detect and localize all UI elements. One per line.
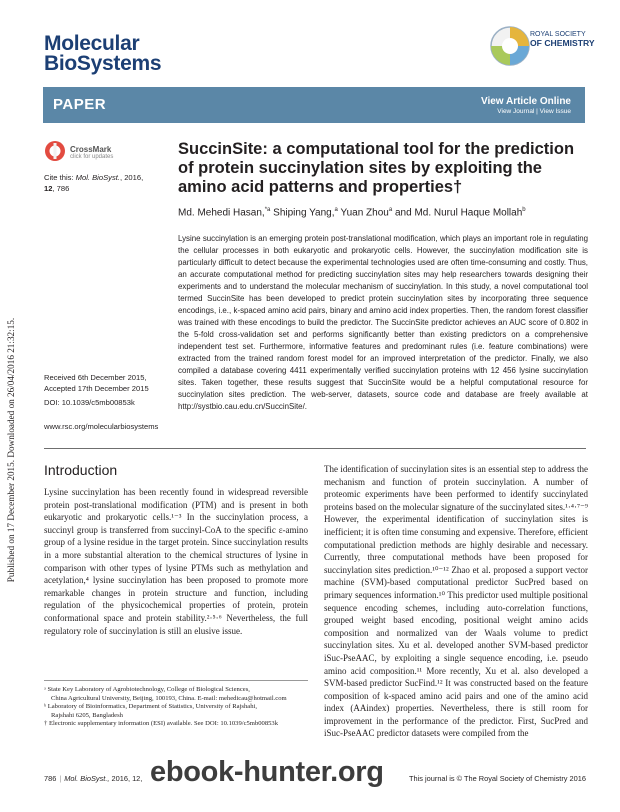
page-footer: 786 | Mol. BioSyst., 2016, 12, This journal is © The Royal Society of Chemistry 2016 xyxy=(44,774,586,783)
received-dates: Received 6th December 2015, Accepted 17th December 2015 xyxy=(44,373,149,393)
crossmark-sub: click for updates xyxy=(70,154,114,160)
footnotes xyxy=(44,686,308,729)
view-links-group xyxy=(481,96,571,115)
esi-note: † Electronic supplementary information (ESI) available. See DOI: 10.1039/c5mb00853k xyxy=(44,720,279,728)
crossmark-label: CrossMark xyxy=(70,145,112,154)
body-column-left: Lysine succinylation has been recently found in widespread reversible protein post-translational modification (PTM) and is present in both eukaryotic and prokaryotic cells.¹⁻³ In the succinylation process, a succinyl group is transferred from succinyl-CoA to the specific ε-amino group of a lysine residue in the target protein. Since succinylation results in a more substantial alteration to the chemical structures of lysine in comparison with other types of lysine PTMs such as methylation and acetylation,⁴ lysine succinylation has been proposed to promote more remarkable changes in protein structure and function, including regulation of the physicochemical properties of protein, protein conformational space and protein stability.²·⁵·⁶ Nevertheless, the full regulatory role of succinylation is still an elusive issue. xyxy=(44,487,308,636)
crossmark-badge[interactable] xyxy=(44,140,124,164)
journal-name-line2: BioSystems xyxy=(44,52,162,75)
view-article-online-link[interactable]: View Article Online xyxy=(480,96,571,107)
doi[interactable]: DOI: 10.1039/c5mb00853k xyxy=(44,398,135,407)
article-title: SuccinSite: a computational tool for the prediction of protein succinylation sites by exploiting the amino acid patterns and properties† xyxy=(178,140,575,196)
publisher-name: ROYAL SOCIETY OF CHEMISTRY xyxy=(530,31,595,48)
copyright-notice: This journal is © The Royal Society of Chemistry 2016 xyxy=(408,774,586,783)
page-number: 786 xyxy=(44,774,57,783)
journal-website-link[interactable]: www.rsc.org/molecularbiosystems xyxy=(44,422,159,431)
view-journal-issue-links[interactable]: View Journal | View Issue xyxy=(497,108,571,115)
author-list: Md. Mehedi Hasan,$^{*a}$ Shiping Yang,$^a$ Yuan Zhou$^a$ and Md. Nurul Haque Mollah$^b$ xyxy=(178,207,526,219)
section-heading-introduction: Introduction xyxy=(44,462,118,478)
watermark: ebook-hunter.org xyxy=(150,756,384,788)
section-divider xyxy=(44,448,586,449)
journal-name[interactable] xyxy=(44,34,161,74)
body-column-right: The identification of succinylation sites is an essential step to address the mechanism and function of protein succinylation. A number of proteomic experiments have been performed to identify succinylated proteins based on the molecular signature of the succinylated sites.¹·⁴·⁷⁻⁹ However, the experimental identification of succinylation sites is inefficient; it is often time consuming and expensive. Therefore, efficient computational prediction methods are highly desirable and necessary. Currently, three computational methods have been proposed for succinylation sites prediction.¹⁰⁻¹² Zhao et al. proposed a support vector machine (SVM)-based computational predictor SucPred based on primary sequences information.¹⁰ This predictor used multiple positional sequence encoding schemes, including auto-correlation functions, grouped weight based encoding, positional weight amino acids composition and normalized van der Waals volume to predict succinylation sites. Xu et al. developed another SVM-based predictor iSuc-PseAAC, by exploiting a single sequence encoding, i.e. pseudo amino acid composition.¹¹ More recently, Xu et al. also developed a SVM-based predictor SucFind.¹² It was constructed based on the feature composition of k-spaced amino acid pairs and one of the amino acid index (AAindex) properties. Nevertheless, there is still room for improvement in the performance of the predictor. First, SucPred and iSuc-PseAAC predictor datasets were compiled from the xyxy=(324,464,588,739)
crossmark-icon xyxy=(44,140,66,162)
abstract: Lysine succinylation is an emerging protein post-translational modification, which plays an important role in regulating the cellular processes in both eukaryotic and prokaryotic cells. However, the succinylation modification site is particularly difficult to detect because the experimental technologies used are often time-consuming and costly. Thus, an accurate computational method for predicting succinylation sites may help researchers towards designing their experiments and to understand the molecular mechanism of succinylation. In this study, a novel computational tool termed SuccinSite has been developed to predict protein succinylation sites by incorporating three sequence encodings, i.e., k-spaced amino acid pairs, binary and amino acid index properties. Then, the random forest classifier was trained with these encodings to build the predictor. The SuccinSite predictor achieves an AUC score of 0.802 in the 5-fold cross-validation set and performs significantly better than existing predictors on a comprehensive independent test set. Furthermore, informative features and predominant rules (i.e. feature combinations) were extracted from the trained random forest model for an improved interpretation of the predictor. Finally, we also compiled a database covering 4411 experimentally verified succinylation proteins with 12 456 lysine succinylation sites. Taken together, these results suggest that SuccinSite would be a helpful computational resource for succinylation sites prediction. The web-server, datasets, source code and database are freely available at http://systbio.cau.edu.cn/SuccinSite/. xyxy=(178,234,588,411)
journal-name-line1: Molecular xyxy=(44,32,140,55)
article-type: PAPER xyxy=(53,96,107,113)
affiliation-b: ᵇ Laboratory of Bioinformatics, Department of Statistics, University of Rajshahi, xyxy=(44,703,257,711)
affiliation-a-cont: China Agricultural University, Beijing, 100193, China. E-mail: mehedicau@hotmail.com xyxy=(51,694,287,702)
affiliation-a: ᵃ State Key Laboratory of Agrobiotechnology, College of Biological Sciences, xyxy=(44,686,250,693)
footnote-divider xyxy=(44,680,308,681)
publication-stamp-text: Published on 17 December 2015. Downloaded on 26/04/2016 21:32:15. xyxy=(6,317,16,583)
affiliation-b-cont: Rajshahi 6205, Bangladesh xyxy=(51,711,123,719)
publication-stamp xyxy=(4,250,18,650)
article-type-banner xyxy=(43,87,585,123)
citation-info: Cite this: Mol. BioSyst., 2016, 12, 786 xyxy=(44,173,144,193)
